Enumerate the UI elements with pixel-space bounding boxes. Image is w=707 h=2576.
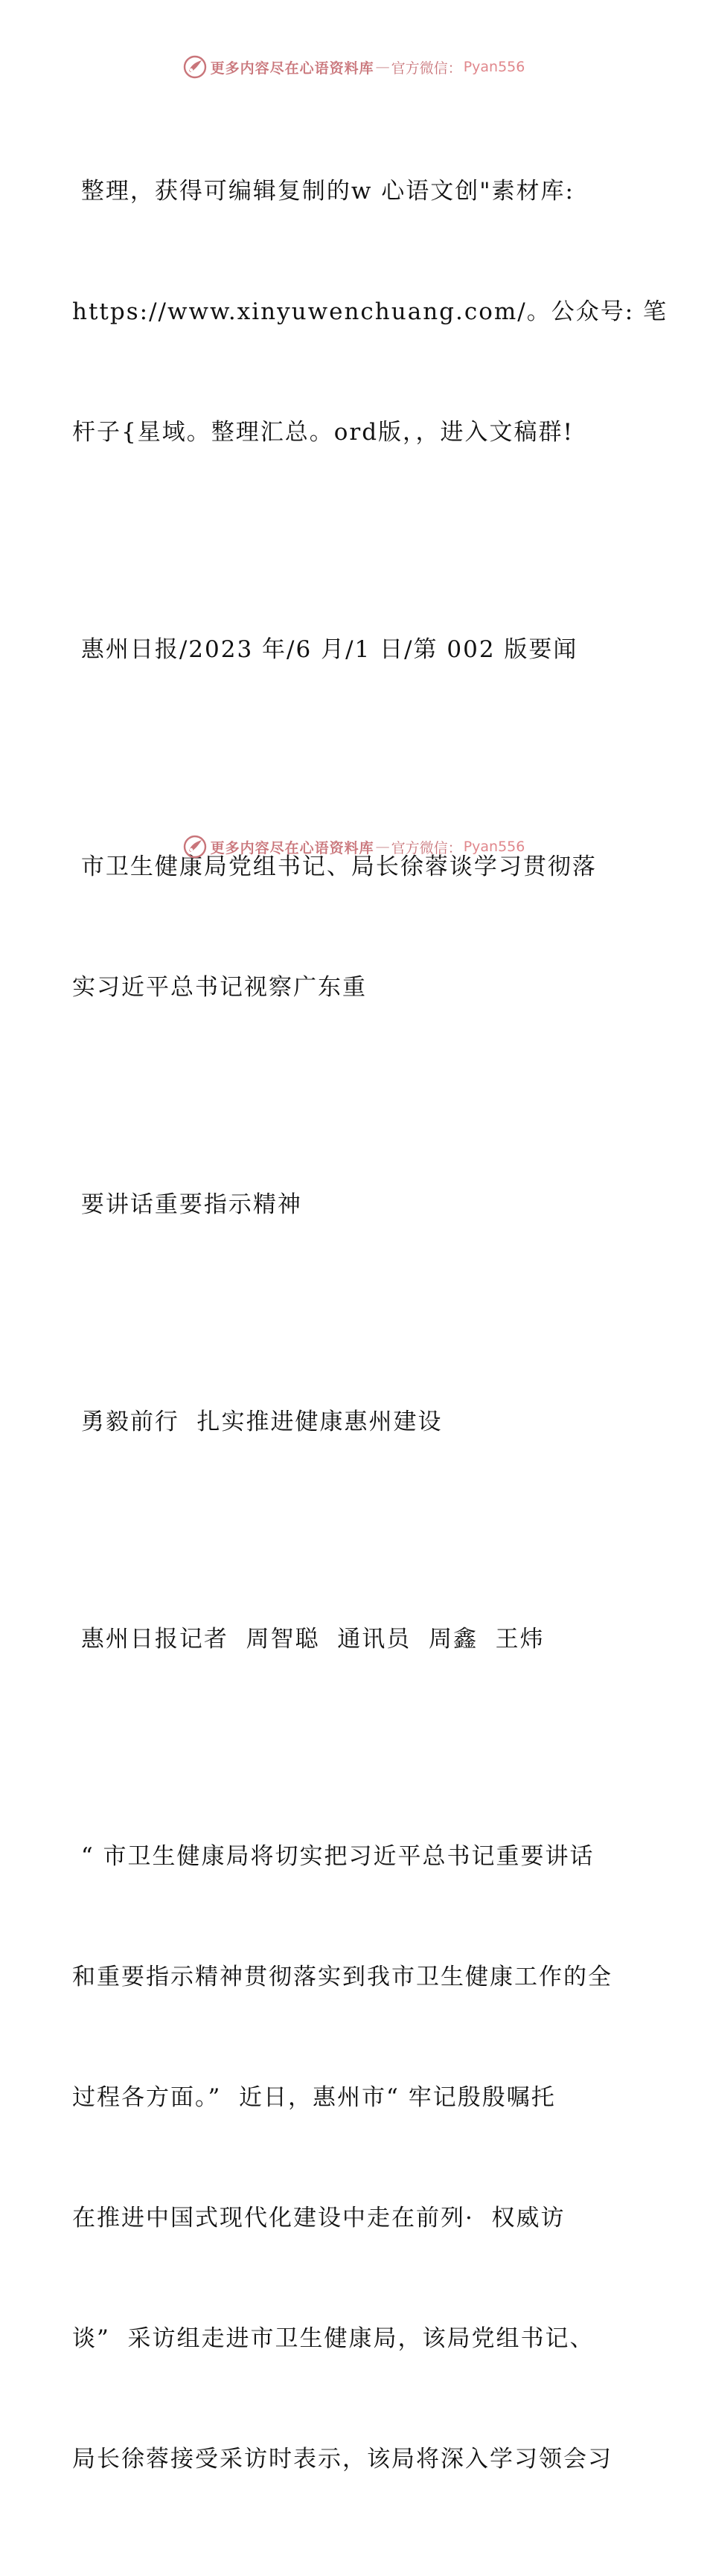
text-line: 局长徐蓉接受采访时表示，该局将深入学习领会习 xyxy=(72,2446,612,2473)
text-line: 过程各方面。” 近日，惠州市“ 牢记殷殷嘱托 xyxy=(72,2084,556,2111)
banner-wechat-label: 官方微信： xyxy=(391,839,462,856)
banner-separator: — xyxy=(375,839,390,855)
banner-wechat-id: Pyan556 xyxy=(463,59,525,75)
banner-separator: — xyxy=(375,59,390,75)
brand-logo-icon xyxy=(182,834,208,859)
text-line: 惠州日报/2023 年/6 月/1 日/第 002 版要闻 xyxy=(72,636,578,663)
banner-main-text: 更多内容尽在心语资料库 xyxy=(210,839,374,856)
article-subtitle xyxy=(72,1321,638,1522)
text-line: 整理，获得可编辑复制的w 心语文创"素材库: xyxy=(72,178,575,205)
text-line: 杆子{星域。整理汇总。ord版，，进入文稿群! xyxy=(72,419,575,446)
article-body-paragraph xyxy=(72,1756,638,2560)
brand-logo-icon xyxy=(182,54,208,80)
text-line: 惠州日报记者 周智聪 通讯员 周鑫 王炜 xyxy=(72,1626,545,1653)
banner-wechat-id: Pyan556 xyxy=(463,839,525,855)
article-byline xyxy=(72,1539,638,1740)
header-watermark-banner xyxy=(0,52,707,82)
banner-main-text: 更多内容尽在心语资料库 xyxy=(210,60,374,77)
text-line: “ 市卫生健康局将切实把习近平总书记重要讲话 xyxy=(72,1843,595,1870)
text-line: 勇毅前行 扎实推进健康惠州建设 xyxy=(72,1409,443,1435)
footer-watermark-banner xyxy=(0,832,707,862)
text-line: 实习近平总书记视察广东重 xyxy=(72,974,367,1001)
text-line: 在推进中国式现代化建设中走在前列· 权威访 xyxy=(72,2205,566,2231)
intro-paragraph xyxy=(72,91,668,533)
document-body xyxy=(72,91,668,2576)
text-line: 要讲话重要指示精神 xyxy=(72,1191,302,1218)
banner-wechat-label: 官方微信： xyxy=(391,60,462,77)
text-line: https://www.xinyuwenchuang.com/。公众号: 笔 xyxy=(72,298,668,325)
source-line xyxy=(72,549,638,750)
article-headline-continued xyxy=(72,1104,638,1305)
article-headline xyxy=(72,766,638,1088)
text-line: 谈” 采访组走进市卫生健康局，该局党组书记、 xyxy=(72,2325,595,2352)
text-line: 和重要指示精神贯彻落实到我市卫生健康工作的全 xyxy=(72,1964,612,1990)
text-line: 市卫生健康局党组书记、局长徐蓉谈学习贯彻落 xyxy=(72,853,597,880)
